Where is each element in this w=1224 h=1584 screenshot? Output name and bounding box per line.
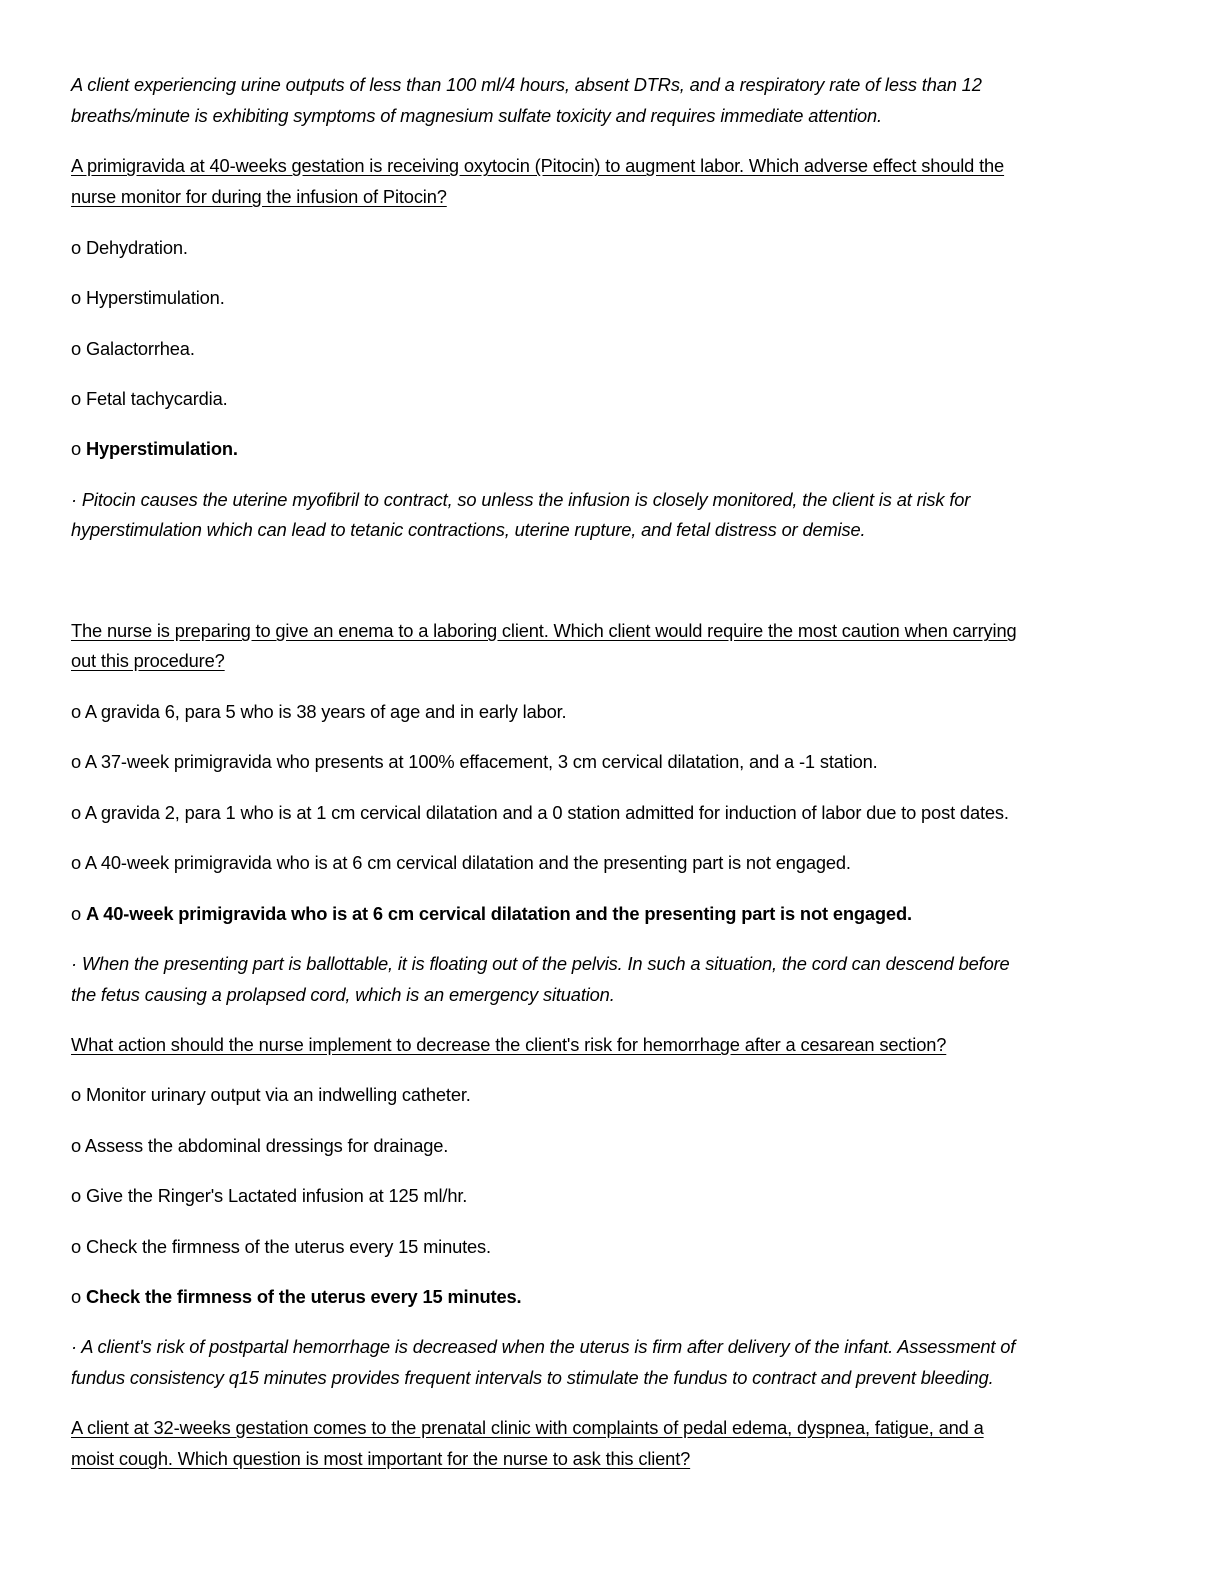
q3-option-1: o Monitor urinary output via an indwelling catheter.: [71, 1084, 471, 1105]
q2-rationale-line-2: the fetus causing a prolapsed cord, which is an emergency situation.: [71, 984, 615, 1005]
q4-question-line-1: A client at 32-weeks gestation comes to the prenatal clinic with complaints of pedal edema, dyspnea, fatigue, and a: [71, 1417, 984, 1438]
q1-option-2: o Hyperstimulation.: [71, 287, 225, 308]
q3-answer-text: Check the firmness of the uterus every 15 minutes.: [85, 1286, 522, 1307]
q3-option-3: o Give the Ringer's Lactated infusion at 125 ml/hr.: [71, 1185, 468, 1206]
q1-option-3: o Galactorrhea.: [71, 338, 195, 359]
q3-option-2: o Assess the abdominal dressings for drainage.: [71, 1135, 449, 1156]
q3-question-line-1: What action should the nurse implement to decrease the client's risk for hemorrhage after a cesarean section?: [71, 1034, 947, 1055]
q2-answer: [71, 903, 912, 925]
q1-answer: [71, 438, 238, 460]
q2-rationale-line-1: · When the presenting part is ballottable, it is floating out of the pelvis. In such a situation, the cord can descend before: [71, 953, 1010, 974]
q2-option-4: o A 40-week primigravida who is at 6 cm cervical dilatation and the presenting part is not engaged.: [71, 852, 851, 873]
q1-rationale-line-2: hyperstimulation which can lead to tetanic contractions, uterine rupture, and fetal distress or demise.: [71, 519, 866, 540]
q1-rationale-line-1: · Pitocin causes the uterine myofibril to contract, so unless the infusion is closely monitored, the client is at risk for: [71, 489, 971, 510]
q2-option-1: o A gravida 6, para 5 who is 38 years of age and in early labor.: [71, 701, 567, 722]
q1-question-line-2: nurse monitor for during the infusion of Pitocin?: [71, 186, 447, 207]
q3-answer-prefix: o: [71, 1286, 86, 1307]
q3-rationale-line-1: · A client's risk of postpartal hemorrhage is decreased when the uterus is firm after delivery of the infant. Assessment of: [71, 1336, 1016, 1357]
q2-question-line-1: The nurse is preparing to give an enema to a laboring client. Which client would require the most caution when carrying: [71, 620, 1017, 641]
q2-answer-prefix: o: [71, 903, 86, 924]
q4-question-line-2: moist cough. Which question is most important for the nurse to ask this client?: [71, 1448, 691, 1469]
intro-line-1: A client experiencing urine outputs of less than 100 ml/4 hours, absent DTRs, and a respiratory rate of less than 12: [71, 74, 982, 95]
q1-answer-text: Hyperstimulation.: [85, 438, 238, 459]
q3-answer: [71, 1286, 521, 1308]
q3-option-4: o Check the firmness of the uterus every 15 minutes.: [71, 1236, 491, 1257]
intro-line-2: breaths/minute is exhibiting symptoms of magnesium sulfate toxicity and requires immediate attention.: [71, 105, 882, 126]
q1-option-4: o Fetal tachycardia.: [71, 388, 228, 409]
q1-option-1: o Dehydration.: [71, 237, 188, 258]
q2-option-3: o A gravida 2, para 1 who is at 1 cm cervical dilatation and a 0 station admitted for induction of labor due to post dates.: [71, 802, 1009, 823]
q2-question-line-2: out this procedure?: [71, 650, 225, 671]
q3-rationale-line-2: fundus consistency q15 minutes provides frequent intervals to stimulate the fundus to contract and prevent bleeding.: [71, 1367, 994, 1388]
q1-answer-prefix: o: [71, 438, 86, 459]
q2-option-2: o A 37-week primigravida who presents at 100% effacement, 3 cm cervical dilatation, and a -1 station.: [71, 751, 878, 772]
q1-question-line-1: A primigravida at 40-weeks gestation is receiving oxytocin (Pitocin) to augment labor. Which adverse effect should the: [71, 155, 1005, 176]
q2-answer-text: A 40-week primigravida who is at 6 cm cervical dilatation and the presenting part is not engaged.: [85, 903, 912, 924]
